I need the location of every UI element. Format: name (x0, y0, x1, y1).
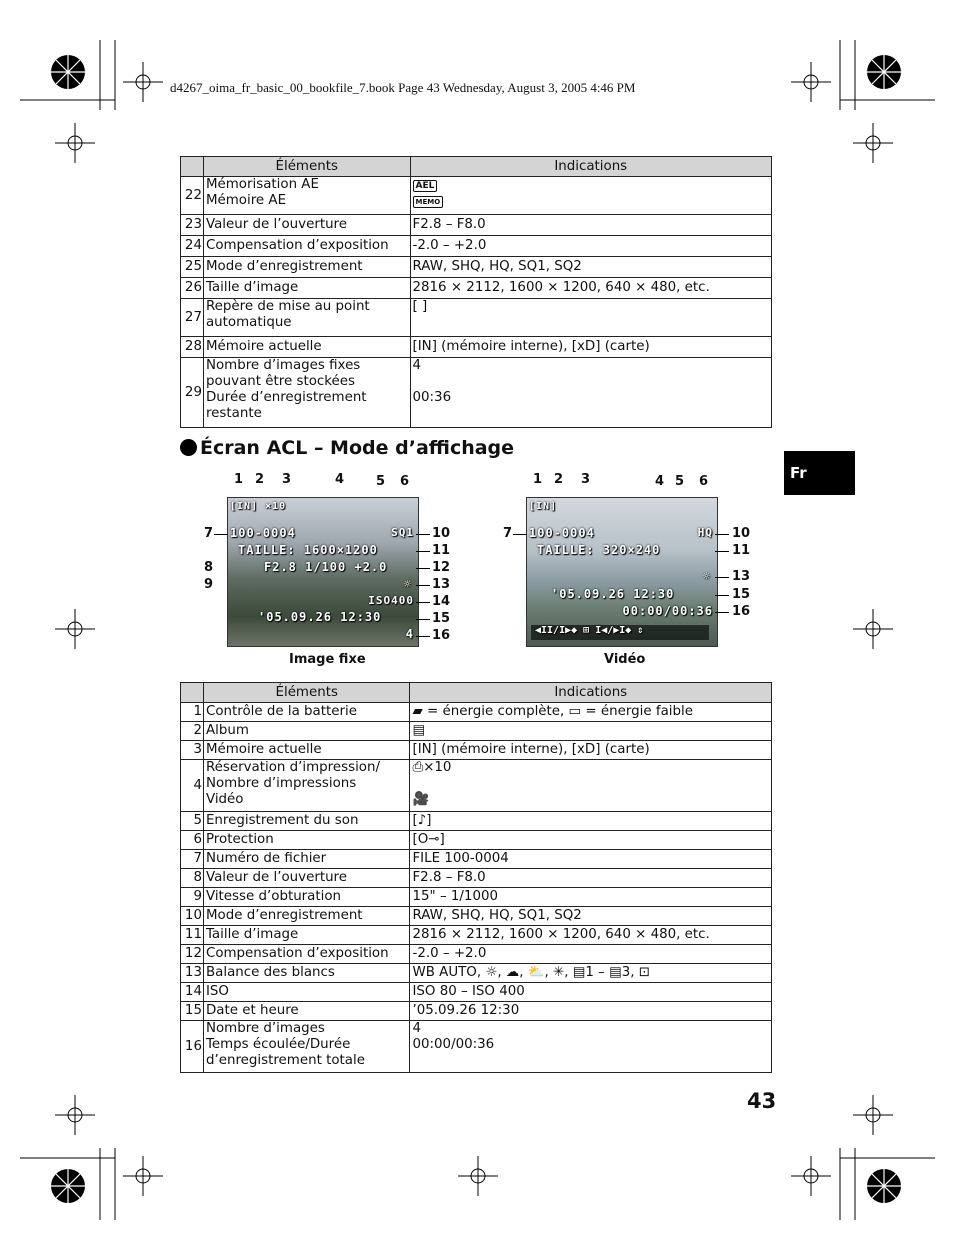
still-osd-top: [IN] ×10 (230, 501, 287, 512)
element-cell: Balance des blancs (203, 964, 410, 983)
items-table-1 (180, 156, 772, 428)
table-row (181, 812, 772, 831)
callout-label: 10 (732, 526, 751, 541)
video-white-balance-icon: ☼ (702, 569, 711, 583)
row-number: 2 (181, 722, 204, 741)
indication-cell: FILE 100-0004 (410, 850, 772, 869)
table-row (181, 850, 772, 869)
indication-cell: 2816 × 2112, 1600 × 1200, 640 × 480, etc. (410, 926, 772, 945)
indication-cell: -2.0 – +2.0 (410, 945, 772, 964)
row-number: 24 (181, 236, 204, 257)
still-record-mode: SQ1 (391, 526, 414, 539)
col-elements: Éléments (203, 683, 410, 703)
callout-leader-line (715, 551, 729, 552)
table-header-row (181, 683, 772, 703)
indication-cell: ’05.09.26 12:30 (410, 1002, 772, 1021)
video-osd-top: [IN] (529, 501, 558, 512)
callout-leader-line (214, 534, 228, 535)
callout-label: 9 (204, 577, 214, 592)
callout-label: 6 (699, 474, 709, 489)
indication-cell: 4 00:00/00:36 (410, 1021, 772, 1073)
row-number: 28 (181, 337, 204, 358)
table-row (181, 215, 772, 236)
callout-label: 12 (432, 560, 451, 575)
callout-label: 13 (432, 577, 451, 592)
callout-leader-line (416, 619, 430, 620)
row-number: 15 (181, 1002, 204, 1021)
callout-leader-line (416, 551, 430, 552)
callout-leader-line (416, 568, 430, 569)
row-number: 22 (181, 177, 204, 215)
row-number: 8 (181, 869, 204, 888)
callout-label: 13 (732, 569, 751, 584)
callout-label: 10 (432, 526, 451, 541)
element-cell: Mémorisation AE Mémoire AE (203, 177, 410, 215)
indication-cell: F2.8 – F8.0 (410, 215, 772, 236)
row-number: 12 (181, 945, 204, 964)
row-number: 10 (181, 907, 204, 926)
indication-cell: RAW, SHQ, HQ, SQ1, SQ2 (410, 907, 772, 926)
table-row (181, 741, 772, 760)
element-cell: Mode d’enregistrement (203, 257, 410, 278)
row-number: 14 (181, 983, 204, 1002)
element-cell: Valeur de l’ouverture (203, 215, 410, 236)
table-row (181, 964, 772, 983)
still-exposure: F2.8 1/100 +2.0 (264, 560, 388, 574)
callout-label: 8 (204, 560, 214, 575)
protect-icon: [O⊸] (410, 831, 772, 850)
video-time: 00:00/00:36 (622, 604, 713, 618)
table-row (181, 831, 772, 850)
indication-cell: -2.0 – +2.0 (410, 236, 772, 257)
language-tab: Fr (784, 451, 855, 495)
table-row (181, 722, 772, 741)
indication-cell: 15" – 1/1000 (410, 888, 772, 907)
callout-label: 7 (503, 526, 513, 541)
still-image-screen (227, 497, 419, 647)
section-title: Écran ACL – Mode d’affichage (180, 437, 514, 459)
video-image-size: TAILLE: 320×240 (537, 543, 661, 557)
element-cell: Nombre d’images Temps écoulée/Durée d’enregistrement totale (203, 1021, 410, 1073)
row-number: 25 (181, 257, 204, 278)
element-cell: Numéro de fichier (203, 850, 410, 869)
page-number: 43 (747, 1089, 777, 1113)
row-number: 13 (181, 964, 204, 983)
callout-label: 4 (655, 474, 665, 489)
callout-leader-line (715, 595, 729, 596)
video-caption: Vidéo (604, 652, 646, 667)
element-cell: ISO (203, 983, 410, 1002)
memo-icon: MEMO (413, 196, 444, 208)
table-row (181, 760, 772, 812)
indication-cell (410, 177, 772, 215)
element-cell: Album (203, 722, 410, 741)
col-indications: Indications (410, 157, 772, 177)
element-cell: Mémoire actuelle (203, 337, 410, 358)
indication-cell (410, 760, 772, 812)
row-number: 16 (181, 1021, 204, 1073)
row-number: 7 (181, 850, 204, 869)
table-row (181, 1002, 772, 1021)
table-row (181, 888, 772, 907)
indication-cell: 4 00:36 (410, 358, 772, 428)
indication-cell: ISO 80 – ISO 400 (410, 983, 772, 1002)
row-number: 11 (181, 926, 204, 945)
table-row (181, 703, 772, 722)
indication-cell: 2816 × 2112, 1600 × 1200, 640 × 480, etc. (410, 278, 772, 299)
element-cell: Réservation d’impression/ Nombre d’impressions Vidéo (203, 760, 410, 812)
table-header-row (181, 157, 772, 177)
row-number: 5 (181, 812, 204, 831)
callout-label: 5 (675, 474, 685, 489)
table-row (181, 236, 772, 257)
table-row (181, 358, 772, 428)
row-number: 4 (181, 760, 204, 812)
callout-label: 1 (533, 472, 543, 487)
element-cell: Vitesse d’obturation (203, 888, 410, 907)
indication-cell: F2.8 – F8.0 (410, 869, 772, 888)
row-number: 6 (181, 831, 204, 850)
callout-label: 5 (376, 474, 386, 489)
callout-label: 3 (282, 472, 292, 487)
element-cell: Enregistrement du son (203, 812, 410, 831)
callout-label: 16 (732, 604, 751, 619)
items-table-2 (180, 682, 772, 1073)
row-number: 23 (181, 215, 204, 236)
element-cell: Repère de mise au point automatique (203, 299, 410, 337)
table-row (181, 337, 772, 358)
still-caption: Image fixe (289, 652, 366, 667)
table-row (181, 869, 772, 888)
element-cell: Protection (203, 831, 410, 850)
table-row (181, 983, 772, 1002)
table-row (181, 907, 772, 926)
table-row (181, 278, 772, 299)
movie-icon: 🎥 (412, 792, 430, 807)
element-cell: Valeur de l’ouverture (203, 869, 410, 888)
callout-leader-line (715, 612, 729, 613)
callout-label: 7 (204, 526, 214, 541)
callout-label: 3 (581, 472, 591, 487)
table-row (181, 945, 772, 964)
callout-leader-line (416, 636, 430, 637)
print-header-line: d4267_oima_fr_basic_00_bookfile_7.book Page 43 Wednesday, August 3, 2005 4:46 PM (170, 80, 636, 95)
callout-label: 11 (432, 543, 451, 558)
callout-label: 15 (432, 611, 451, 626)
callout-label: 4 (335, 472, 345, 487)
row-number: 3 (181, 741, 204, 760)
callout-label: 2 (255, 472, 265, 487)
row-number: 27 (181, 299, 204, 337)
callout-label: 1 (234, 472, 244, 487)
sound-icon: [♪] (410, 812, 772, 831)
element-cell: Contrôle de la batterie (203, 703, 410, 722)
table-row (181, 299, 772, 337)
ael-icon: AEL (413, 180, 438, 192)
callout-leader-line (416, 534, 430, 535)
row-number: 1 (181, 703, 204, 722)
row-number: 26 (181, 278, 204, 299)
callout-leader-line (416, 585, 430, 586)
video-controls: ◀II/I▶◆ ⊞ I◀/▶I◆ ⇕ (531, 625, 709, 640)
video-screen (526, 497, 718, 647)
row-number: 29 (181, 358, 204, 428)
element-cell: Compensation d’exposition (203, 236, 410, 257)
element-cell: Mémoire actuelle (203, 741, 410, 760)
row-number: 9 (181, 888, 204, 907)
table-row (181, 926, 772, 945)
col-elements: Éléments (203, 157, 410, 177)
callout-leader-line (715, 577, 729, 578)
white-balance-icon: ☼ (403, 577, 412, 591)
still-image-size: TAILLE: 1600×1200 (238, 543, 378, 557)
indication-cell: [ ] (410, 299, 772, 337)
element-cell: Mode d’enregistrement (203, 907, 410, 926)
indication-cell: [IN] (mémoire interne), [xD] (carte) (410, 337, 772, 358)
element-cell: Taille d’image (203, 278, 410, 299)
video-file-number: 100-0004 (529, 526, 595, 540)
video-record-mode: HQ (697, 526, 713, 539)
callout-label: 6 (400, 474, 410, 489)
element-cell: Taille d’image (203, 926, 410, 945)
indication-cell: [IN] (mémoire interne), [xD] (carte) (410, 741, 772, 760)
callout-leader-line (715, 534, 729, 535)
indication-cell: RAW, SHQ, HQ, SQ1, SQ2 (410, 257, 772, 278)
print-reserve-icon: ⎙×10 (412, 760, 452, 775)
table-row (181, 177, 772, 215)
table-row (181, 257, 772, 278)
element-cell: Compensation d’exposition (203, 945, 410, 964)
album-icon: ▤ (410, 722, 772, 741)
indication-cell: ▰ = énergie complète, ▭ = énergie faible (410, 703, 772, 722)
table-row (181, 1021, 772, 1073)
video-date: '05.09.26 12:30 (551, 587, 675, 601)
callout-label: 2 (554, 472, 564, 487)
callout-label: 15 (732, 587, 751, 602)
callout-leader-line (513, 534, 527, 535)
still-iso: ISO400 (368, 594, 414, 607)
still-count: 4 (405, 627, 414, 641)
callout-label: 16 (432, 628, 451, 643)
indication-cell: WB AUTO, ☼, ☁, ⛅, ✳, ▤1 – ▤3, ⊡ (410, 964, 772, 983)
still-date: '05.09.26 12:30 (258, 610, 382, 624)
element-cell: Nombre d’images fixes pouvant être stockées Durée d’enregistrement restante (203, 358, 410, 428)
bullet-icon (180, 439, 197, 456)
callout-label: 11 (732, 543, 751, 558)
col-indications: Indications (410, 683, 772, 703)
element-cell: Date et heure (203, 1002, 410, 1021)
callout-leader-line (416, 602, 430, 603)
callout-label: 14 (432, 594, 451, 609)
still-file-number: 100-0004 (230, 526, 296, 540)
